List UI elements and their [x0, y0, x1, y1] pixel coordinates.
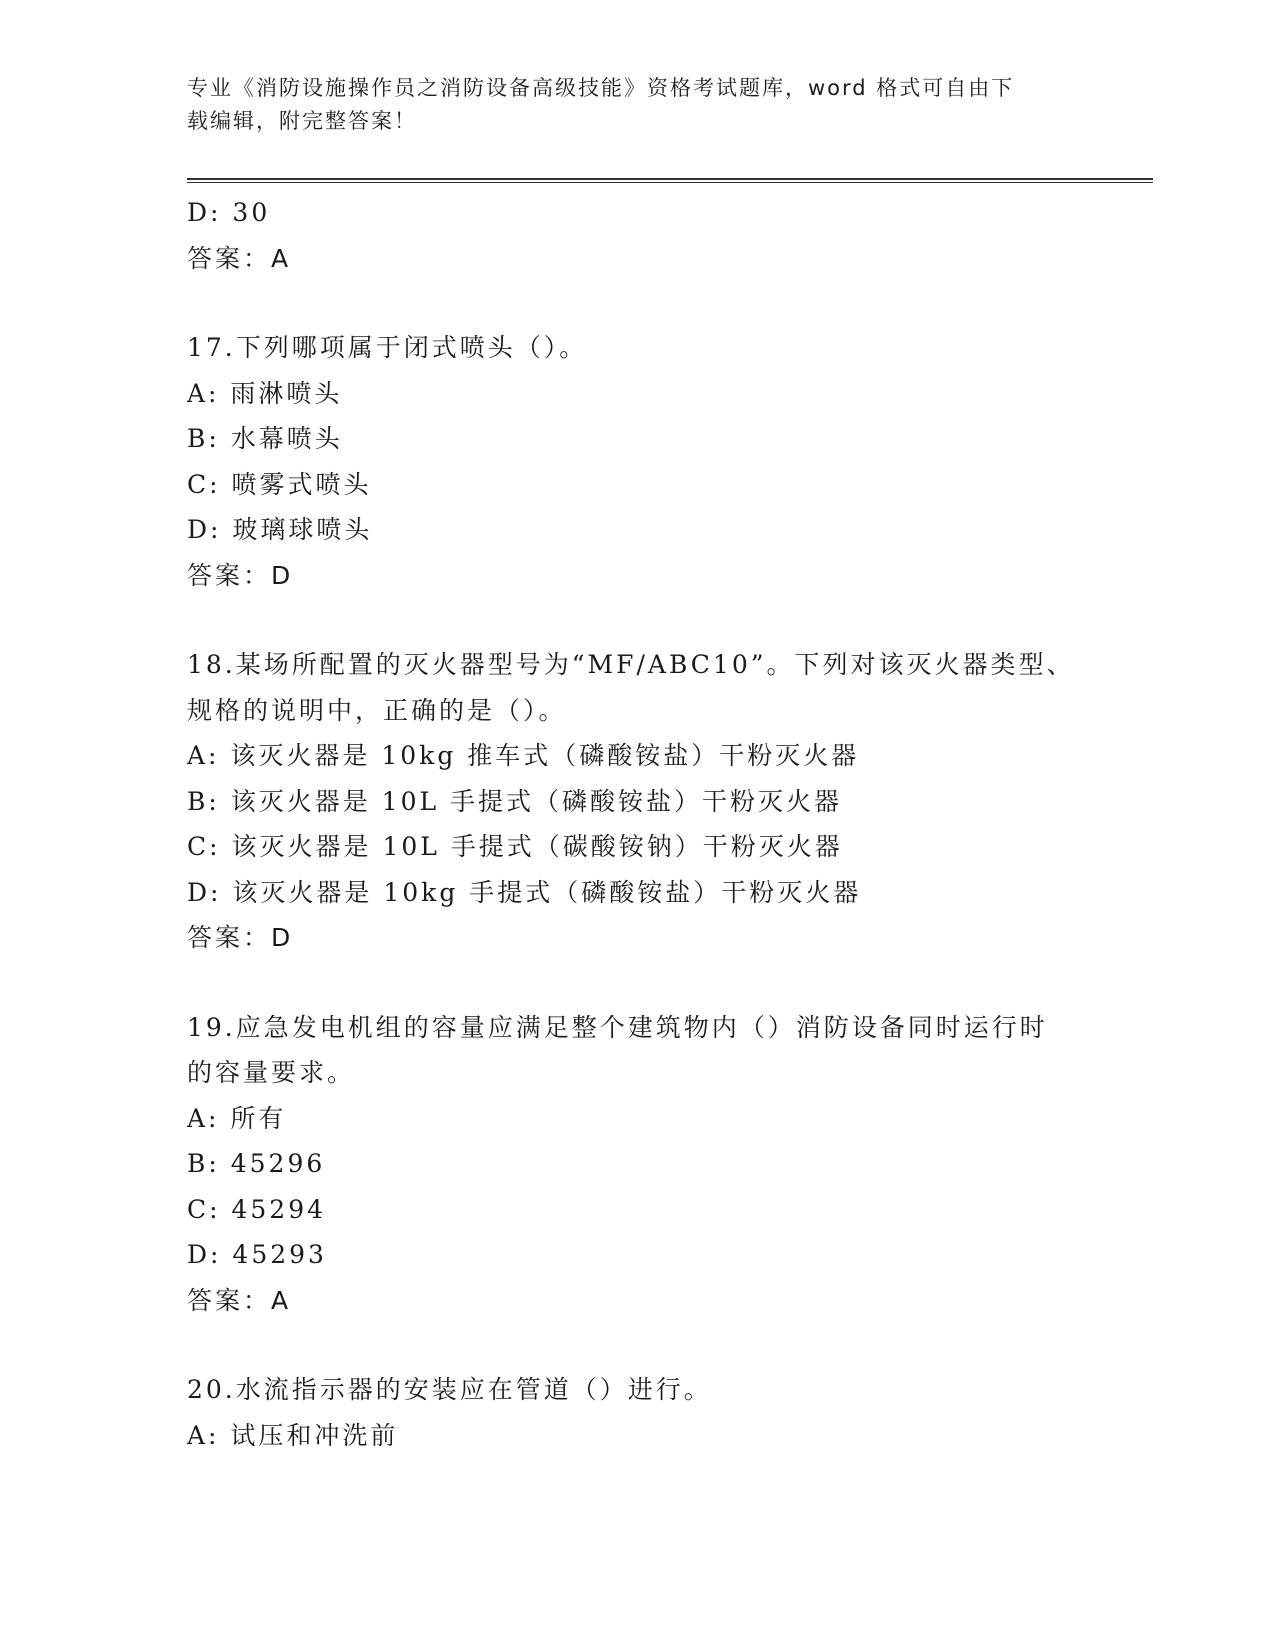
option-d: D: 该灭火器是 10kg 手提式（磷酸铵盐）干粉灭火器: [187, 877, 862, 907]
answer-label: 答案：D: [187, 923, 294, 952]
question-17: [187, 325, 1147, 598]
header-line-2: 载编辑，附完整答案！: [187, 109, 417, 133]
answer-label: 答案：D: [187, 560, 294, 590]
option-a: A: 所有: [187, 1103, 287, 1133]
question-19: [187, 1005, 1147, 1324]
header-divider: [187, 178, 1153, 183]
header-line-1: 专业《消防设施操作员之消防设备高级技能》资格考试题库，word 格式可自由下: [187, 76, 1015, 100]
option-c: C: 喷雾式喷头: [187, 469, 372, 499]
option-d: D: 45293: [187, 1240, 327, 1269]
question-list: [187, 190, 1147, 1458]
option-c: C: 该灭火器是 10L 手提式（碳酸铵钠）干粉灭火器: [187, 832, 843, 861]
previous-question-tail: [187, 190, 1147, 281]
option-d: D: 玻璃球喷头: [187, 515, 373, 544]
option-d: D: 30: [187, 198, 271, 227]
option-b: B: 45296: [187, 1149, 326, 1178]
option-b: B: 该灭火器是 10L 手提式（磷酸铵盐）干粉灭火器: [187, 786, 843, 816]
question-stem-line-2: 规格的说明中，正确的是（）。: [187, 695, 567, 725]
option-b: B: 水幕喷头: [187, 424, 343, 453]
question-stem-line-2: 的容量要求。: [187, 1058, 356, 1087]
question-20: [187, 1367, 1147, 1458]
option-a: A: 试压和冲洗前: [187, 1420, 399, 1450]
answer-label: 答案：A: [187, 1285, 292, 1315]
question-stem-line-1: 18.某场所配置的灭火器型号为“MF/ABC10”。下列对该灭火器类型、: [187, 650, 1075, 679]
question-stem: 20.水流指示器的安装应在管道（）进行。: [187, 1375, 712, 1404]
option-a: A: 该灭火器是 10kg 推车式（磷酸铵盐）干粉灭火器: [187, 741, 860, 770]
question-18: [187, 642, 1147, 961]
document-header: [187, 72, 1087, 138]
option-c: C: 45294: [187, 1194, 327, 1224]
question-stem: 17.下列哪项属于闭式喷头（）。: [187, 333, 588, 362]
answer-label: 答案：A: [187, 243, 292, 273]
question-stem-line-1: 19.应急发电机组的容量应满足整个建筑物内（）消防设备同时运行时: [187, 1012, 1048, 1042]
option-a: A: 雨淋喷头: [187, 378, 343, 408]
